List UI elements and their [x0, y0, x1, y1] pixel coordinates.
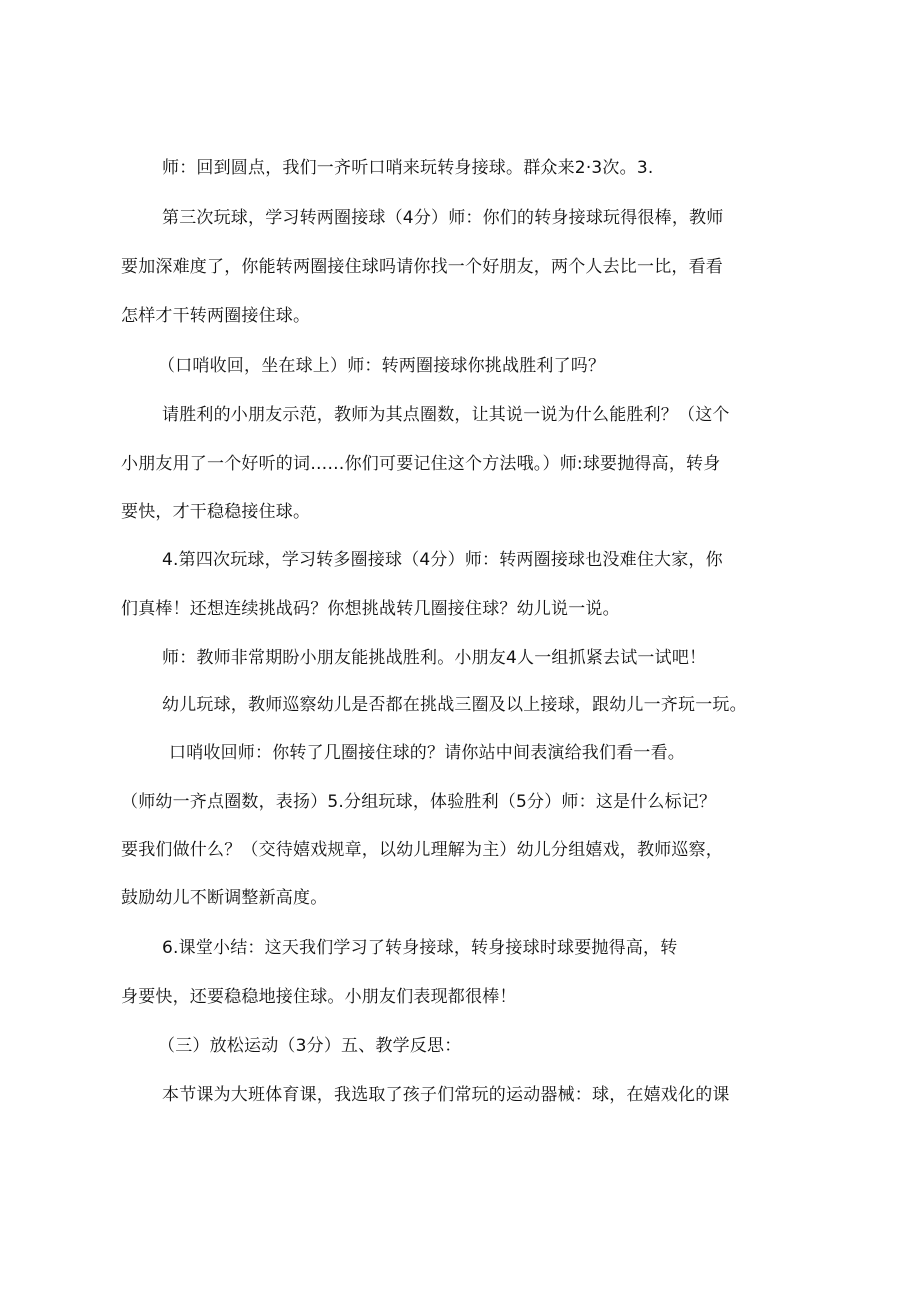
text-line: 要我们做什么？（交待嬉戏规章，以幼儿理解为主）幼儿分组嬉戏，教师巡察， — [121, 840, 723, 860]
text-line: 们真棒！还想连续挑战码？你想挑战转几圈接住球？幼儿说一说。 — [121, 599, 620, 619]
text-line: 要快，才干稳稳接住球。 — [121, 502, 311, 522]
text-line: 请胜利的小朋友示范，教师为其点圈数，让其说一说为什么能胜利？（这个 — [162, 405, 730, 425]
text-line: 小朋友用了一个好听的词……你们可要记住这个方法哦。）师:球要抛得高，转身 — [121, 454, 721, 474]
text-line: （口哨收回，坐在球上）师：转两圈接球你挑战胜利了吗？ — [158, 356, 606, 376]
text-line: 口哨收回师：你转了几圈接住球的？请你站中间表演给我们看一看。 — [169, 743, 685, 763]
text-line: 身要快，还要稳稳地接住球。小朋友们表现都很棒！ — [121, 987, 517, 1007]
text-line: 幼儿玩球，教师巡察幼儿是否都在挑战三圈及以上接球，跟幼儿一齐玩一玩。 — [162, 695, 747, 715]
text-line: 怎样才干转两圈接住球。 — [121, 306, 311, 326]
text-line: （师幼一齐点圈数，表扬）5.分组玩球，体验胜利（5分）师：这是什么标记？ — [121, 792, 717, 812]
text-line: 鼓励幼儿不断调整新高度。 — [121, 888, 328, 908]
text-line: 师：教师非常期盼小朋友能挑战胜利。小朋友4人一组抓紧去试一试吧！ — [162, 648, 707, 668]
text-line: 第三次玩球，学习转两圈接球（4分）师：你们的转身接球玩得很棒，教师 — [162, 208, 724, 228]
text-line: （三）放松运动（3分）五、教学反思： — [158, 1036, 462, 1056]
text-line: 本节课为大班体育课，我选取了孩子们常玩的运动器械：球，在嬉戏化的课 — [162, 1085, 730, 1105]
text-line: 师：回到圆点，我们一齐听口哨来玩转身接球。群众来2·3次。3. — [162, 158, 654, 178]
text-line: 6.课堂小结：这天我们学习了转身接球，转身接球时球要抛得高，转 — [162, 938, 678, 958]
text-line: 4.第四次玩球，学习转多圈接球（4分）师：转两圈接球也没难住大家，你 — [162, 550, 723, 570]
text-line: 要加深难度了，你能转两圈接住球吗请你找一个好朋友，两个人去比一比，看看 — [121, 257, 723, 277]
